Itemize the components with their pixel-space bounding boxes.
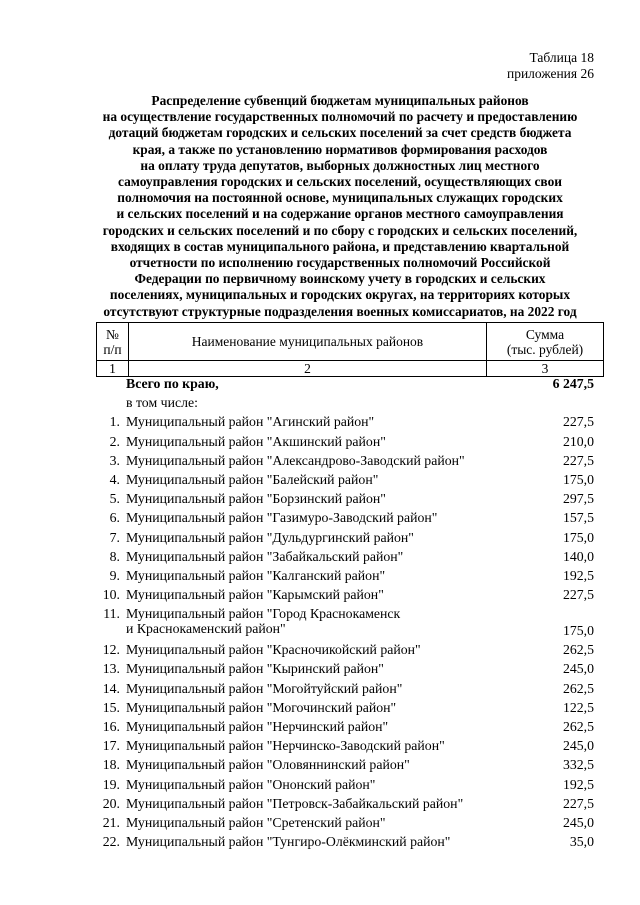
- row-number: 18.: [102, 757, 120, 773]
- table-reference: [507, 50, 594, 82]
- title-line: края, а также по установлению нормативов формирования расходов: [132, 141, 548, 157]
- district-name: Муниципальный район "Кыринский район": [126, 661, 384, 677]
- row-number: 6.: [109, 510, 120, 526]
- table-row: [96, 585, 604, 604]
- table-row: [96, 432, 604, 451]
- district-sum: 227,5: [562, 587, 594, 603]
- table-row: [96, 832, 604, 851]
- title-line: Федерации по первичному воинскому учету в городских и сельских: [134, 271, 546, 287]
- row-number: 5.: [109, 491, 120, 507]
- total-row: [96, 374, 604, 393]
- title-line: полномочия на постоянной основе, муниципальных служащих городских: [117, 190, 563, 206]
- title-line: дотаций бюджетам городских и сельских поселений за счет средств бюджета: [108, 125, 572, 141]
- row-number: 19.: [102, 776, 120, 792]
- district-name: Муниципальный район "Калганский район": [126, 567, 386, 583]
- district-sum: 227,5: [562, 452, 594, 468]
- district-sum: 245,0: [562, 814, 594, 830]
- row-number: 16.: [102, 719, 120, 734]
- row-number: 14.: [102, 680, 120, 696]
- title-line: Распределение субвенций бюджетам муниципальных районов: [151, 93, 529, 108]
- title-line: отсутствуют структурные подразделения военных комиссариатов, на 2022 год: [103, 303, 577, 319]
- row-number: 21.: [102, 814, 120, 830]
- table-row: [96, 451, 604, 470]
- district-sum: 175,0: [562, 471, 594, 487]
- district-name: Муниципальный район "Дульдургинский район": [126, 529, 414, 545]
- table-row: [96, 640, 604, 659]
- table-row: [96, 679, 604, 698]
- row-number: 7.: [109, 529, 120, 545]
- table-row: [96, 775, 604, 794]
- district-name: Муниципальный район "Нерчинский район": [126, 719, 389, 734]
- document-title: [80, 93, 600, 320]
- district-name: Муниципальный район "Нерчинско-Заводский район": [126, 738, 445, 754]
- total-label: Всего по краю,: [126, 376, 219, 391]
- district-name: Муниципальный район "Сретенский район": [126, 814, 386, 830]
- row-number: 20.: [102, 795, 120, 811]
- district-sum: 332,5: [562, 757, 594, 773]
- table-row: [96, 755, 604, 774]
- table-row: [96, 736, 604, 755]
- col-index-3: 3: [487, 361, 604, 377]
- appendix-number: приложения 26: [506, 66, 594, 81]
- district-name-line: и Краснокаменский район": [126, 621, 286, 637]
- district-sum: 192,5: [562, 776, 594, 792]
- table-row: [96, 717, 604, 736]
- total-value: 6 247,5: [552, 376, 594, 391]
- including-label: в том числе:: [126, 395, 198, 411]
- table-row: [96, 470, 604, 489]
- district-name: Муниципальный район "Александрово-Заводский район": [126, 452, 465, 468]
- row-number: 3.: [109, 452, 120, 468]
- district-name: Муниципальный район "Забайкальский район": [126, 548, 404, 564]
- district-sum: 262,5: [562, 680, 594, 696]
- district-sum: 245,0: [562, 661, 594, 677]
- table-row: [96, 794, 604, 813]
- table-row: [96, 547, 604, 566]
- title-line: и сельских поселений и на содержание органов местного самоуправления: [116, 206, 564, 222]
- district-sum: 262,5: [562, 642, 594, 658]
- district-sum: 210,0: [562, 433, 594, 449]
- col-sum-header: Сумма (тыс. рублей): [487, 323, 604, 361]
- district-name: Муниципальный район "Тунгиро-Олёкминский район": [126, 834, 451, 850]
- table-row: [96, 698, 604, 717]
- district-sum: 140,0: [562, 548, 594, 564]
- district-sum: 192,5: [562, 567, 594, 583]
- district-sum: 35,0: [569, 834, 594, 850]
- row-number: 12.: [102, 642, 120, 658]
- table-row: [96, 659, 604, 678]
- district-sum: 262,5: [562, 719, 594, 734]
- district-sum: 297,5: [562, 491, 594, 507]
- district-name: Муниципальный район "Акшинский район": [126, 433, 386, 449]
- district-name: Муниципальный район "Красночикойский район": [126, 642, 421, 658]
- title-line: поселениях, муниципальных и городских округах, на территориях которых: [109, 287, 571, 303]
- title-line: городских и сельских поселений и по сбору с городских и сельских поселений,: [102, 222, 578, 238]
- title-line: на оплату труда депутатов, выборных должностных лиц местного: [140, 157, 540, 173]
- row-number: 10.: [102, 587, 120, 603]
- row-number: 17.: [102, 738, 120, 754]
- district-name: [126, 606, 400, 636]
- table-row: [96, 508, 604, 527]
- district-name: Муниципальный район "Балейский район": [126, 471, 379, 487]
- district-name: Муниципальный район "Могойтуйский район": [126, 680, 403, 696]
- table-row: [96, 566, 604, 585]
- district-name: Муниципальный район "Петровск-Забайкальский район": [126, 795, 464, 811]
- district-name: Муниципальный район "Оловяннинский район": [126, 757, 410, 773]
- col-index-1: 1: [97, 361, 129, 377]
- district-name: Муниципальный район "Ононский район": [126, 776, 376, 792]
- title-line: отчетности по исполнению государственных полномочий Российской: [129, 255, 551, 271]
- title-line: на осуществление государственных полномочий по расчету и предоставлению: [102, 109, 578, 125]
- district-name: Муниципальный район "Агинский район": [126, 414, 375, 430]
- row-number: 4.: [109, 471, 120, 487]
- table-row: [96, 813, 604, 832]
- district-name-line: Муниципальный район "Город Краснокаменск: [126, 606, 401, 622]
- district-sum: 227,5: [562, 414, 594, 430]
- district-sum: 122,5: [562, 699, 594, 715]
- table-row: [96, 528, 604, 547]
- row-number: 1.: [109, 414, 120, 430]
- district-sum: 157,5: [562, 510, 594, 526]
- district-sum: 227,5: [562, 795, 594, 811]
- row-number: 22.: [102, 834, 120, 850]
- including-row: [96, 393, 604, 412]
- row-number: 11.: [103, 606, 120, 622]
- row-number: 15.: [102, 699, 120, 715]
- col-name-header: Наименование муниципальных районов: [129, 323, 487, 361]
- district-name: Муниципальный район "Карымский район": [126, 587, 384, 603]
- district-name: Муниципальный район "Борзинский район": [126, 491, 386, 507]
- table-number: Таблица 18: [529, 50, 594, 65]
- table-header: [96, 322, 604, 377]
- table-body: [96, 374, 604, 851]
- district-sum: 245,0: [562, 738, 594, 754]
- col-number-header: № п/п: [97, 323, 129, 361]
- row-number: 2.: [109, 433, 120, 449]
- district-sum: 175,0: [562, 529, 594, 545]
- district-name: Муниципальный район "Газимуро-Заводский район": [126, 510, 438, 526]
- district-name: Муниципальный район "Могочинский район": [126, 699, 397, 715]
- col-index-2: 2: [129, 361, 487, 377]
- row-number: 13.: [102, 661, 120, 677]
- title-line: входящих в состав муниципального района, и представлению квартальной: [110, 238, 570, 254]
- table-row: [96, 489, 604, 508]
- table-row: [96, 412, 604, 431]
- district-sum: 175,0: [562, 623, 594, 639]
- title-line: самоуправления городских и сельских поселений, осуществляющих свои: [118, 174, 562, 190]
- row-number: 8.: [109, 548, 120, 564]
- table-row: [96, 604, 604, 640]
- row-number: 9.: [109, 567, 120, 583]
